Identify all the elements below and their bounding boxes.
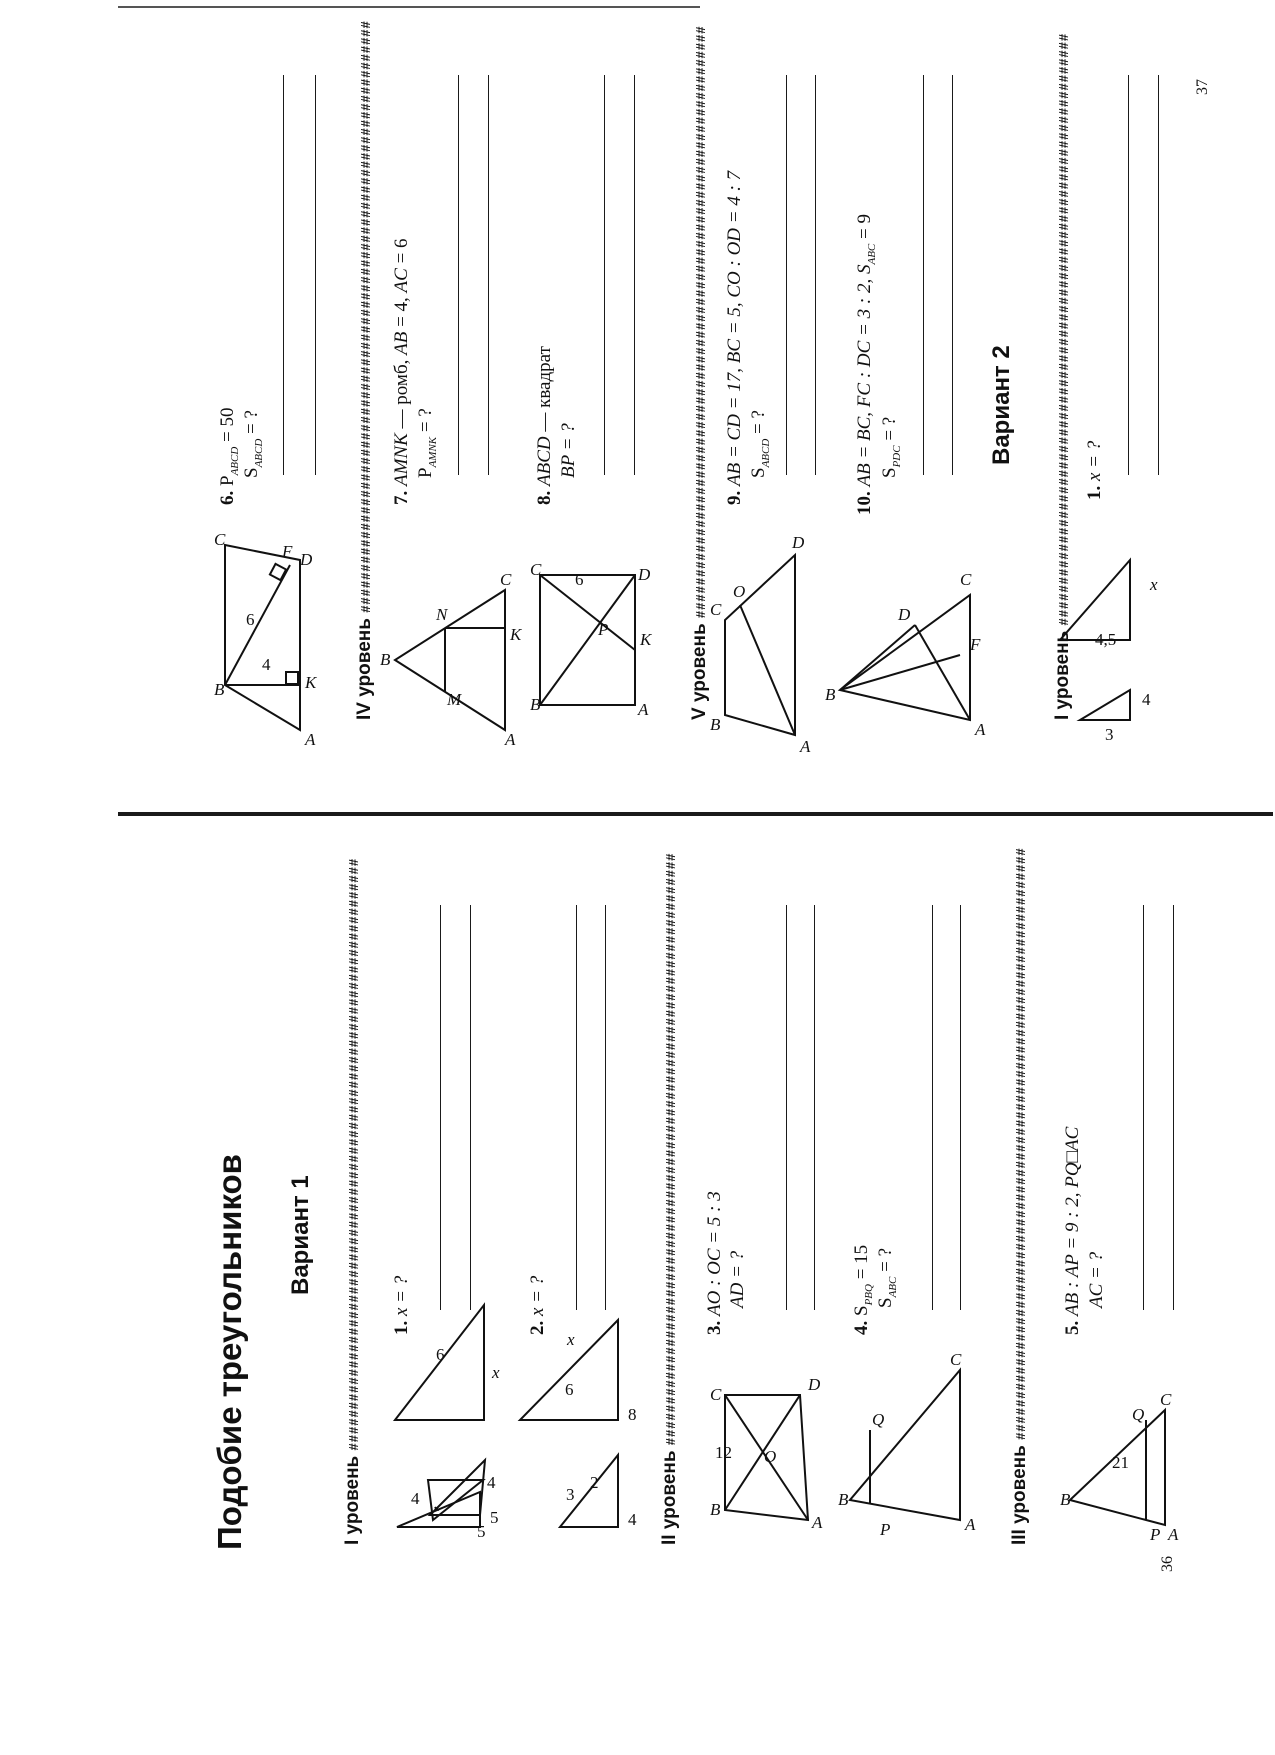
svg-text:Q: Q [872, 1410, 885, 1429]
svg-text:3: 3 [1105, 725, 1114, 744]
svg-text:A: A [505, 730, 516, 749]
svg-text:B: B [710, 1500, 721, 1519]
svg-text:A: A [975, 720, 986, 739]
task-8-question: BP = ? [558, 423, 579, 478]
task-9-question: $S_{ABCD}$ = ? [748, 410, 772, 478]
svg-text:C: C [950, 1350, 962, 1369]
svg-text:N: N [436, 605, 448, 624]
svg-text:21: 21 [1112, 1453, 1129, 1472]
svg-text:5: 5 [490, 1508, 499, 1527]
task-6-question: $S_{ABCD}$ = ? [241, 410, 265, 478]
svg-text:D: D [300, 550, 313, 569]
page-number-right: 37 [1194, 79, 1211, 95]
svg-text:K: K [640, 630, 652, 649]
task-6: 6. $P_{ABCD} = 50$ [217, 407, 241, 505]
svg-text:B: B [710, 715, 721, 734]
svg-text:2: 2 [590, 1473, 599, 1492]
svg-text:M: M [447, 690, 462, 709]
svg-text:O: O [733, 582, 746, 601]
task-3: 3. AO : OC = 5 : 3 [704, 1191, 725, 1335]
svg-text:Q: Q [1132, 1405, 1145, 1424]
task-4: 4. $S_{PBQ} = 15$ [851, 1244, 875, 1335]
svg-text:6: 6 [565, 1380, 574, 1399]
svg-text:A: A [1168, 1525, 1179, 1544]
svg-text:C: C [500, 570, 512, 589]
task-4-question: $S_{ABC}$ = ? [875, 1247, 899, 1308]
svg-text:O: O [764, 1447, 777, 1466]
task-7-question: $P_{AMNK}$ = ? [415, 408, 439, 478]
svg-text:3: 3 [566, 1485, 575, 1504]
svg-text:4,5: 4,5 [1095, 630, 1117, 649]
level-3-separator: III уровень ######################################################################## [1009, 847, 1030, 1545]
level-5-separator: V уровень ######################################################################## [689, 25, 710, 720]
svg-text:K: K [510, 625, 522, 644]
svg-text:C: C [214, 530, 226, 549]
level-2-separator: II уровень ######################################################################## [659, 852, 680, 1545]
task-8: 8. ABCD — квадрат [534, 346, 555, 505]
task-9: 9. AB = CD = 17, BC = 5, CO : OD = 4 : 7 [724, 170, 745, 505]
svg-text:x: x [1150, 575, 1158, 594]
variant-2-heading: Вариант 2 [988, 345, 1015, 465]
svg-text:4: 4 [411, 1489, 420, 1508]
svg-text:4: 4 [262, 655, 271, 674]
task-2: 2. x = ? [527, 1275, 548, 1335]
svg-text:P: P [880, 1520, 891, 1539]
svg-text:x: x [567, 1330, 575, 1349]
svg-text:C: C [710, 600, 722, 619]
svg-text:B: B [825, 685, 836, 704]
svg-text:A: A [965, 1515, 976, 1534]
svg-text:F: F [970, 635, 981, 654]
level-4-separator: IV уровень ######################################################################## [354, 20, 375, 720]
task-variant-2-1: 1. x = ? [1084, 440, 1105, 500]
svg-text:D: D [808, 1375, 821, 1394]
task-5-question: AC = ? [1086, 1251, 1107, 1308]
page-title: Подобие треугольников [211, 1154, 248, 1550]
svg-text:A: A [812, 1513, 823, 1532]
svg-text:A: A [305, 730, 316, 749]
svg-text:B: B [1060, 1490, 1071, 1509]
svg-text:P: P [598, 620, 609, 639]
svg-text:12: 12 [715, 1443, 732, 1462]
svg-text:B: B [530, 695, 541, 714]
svg-text:C: C [710, 1385, 722, 1404]
svg-text:6: 6 [575, 570, 584, 589]
task-10: 10. AB = BC, FC : DC = 3 : 2, $S_{ABC} = 9$ [854, 214, 878, 515]
variant-1-heading: Вариант 1 [287, 1175, 314, 1295]
svg-text:6: 6 [436, 1345, 445, 1364]
svg-text:D: D [792, 533, 805, 552]
task-7: 7. AMNK — ромб, AB = 4, AC = 6 [391, 238, 412, 505]
svg-text:8: 8 [628, 1405, 637, 1424]
svg-text:A: A [638, 700, 649, 719]
svg-text:C: C [530, 560, 542, 579]
task-5: 5. AB : AP = 9 : 2, PQ□AC [1062, 1126, 1083, 1335]
task-1: 1. x = ? [391, 1275, 412, 1335]
label-side-4: 4 [487, 1473, 496, 1492]
svg-text:4: 4 [628, 1510, 637, 1529]
svg-text:D: D [898, 605, 911, 624]
svg-text:4: 4 [1142, 690, 1151, 709]
svg-text:B: B [838, 1490, 849, 1509]
svg-text:B: B [214, 680, 225, 699]
svg-text:K: K [305, 673, 317, 692]
svg-text:F: F [282, 542, 293, 561]
label-side-5: 5 [477, 1522, 486, 1541]
level-1-variant-2-separator: I уровень ######################################################################## [1052, 32, 1073, 720]
task-3-question: AD = ? [727, 1250, 748, 1308]
level-1-separator: I уровень ######################################################################## [342, 857, 363, 1545]
svg-text:D: D [638, 565, 651, 584]
svg-text:C: C [960, 570, 972, 589]
svg-text:6: 6 [246, 610, 255, 629]
task-10-question: $S_{PDC}$ = ? [879, 416, 903, 478]
svg-text:x: x [492, 1363, 500, 1382]
svg-text:B: B [380, 650, 391, 669]
svg-text:A: A [800, 737, 811, 756]
svg-text:P: P [1150, 1525, 1161, 1544]
svg-text:C: C [1160, 1390, 1172, 1409]
page-number-left: 36 [1159, 1556, 1176, 1572]
